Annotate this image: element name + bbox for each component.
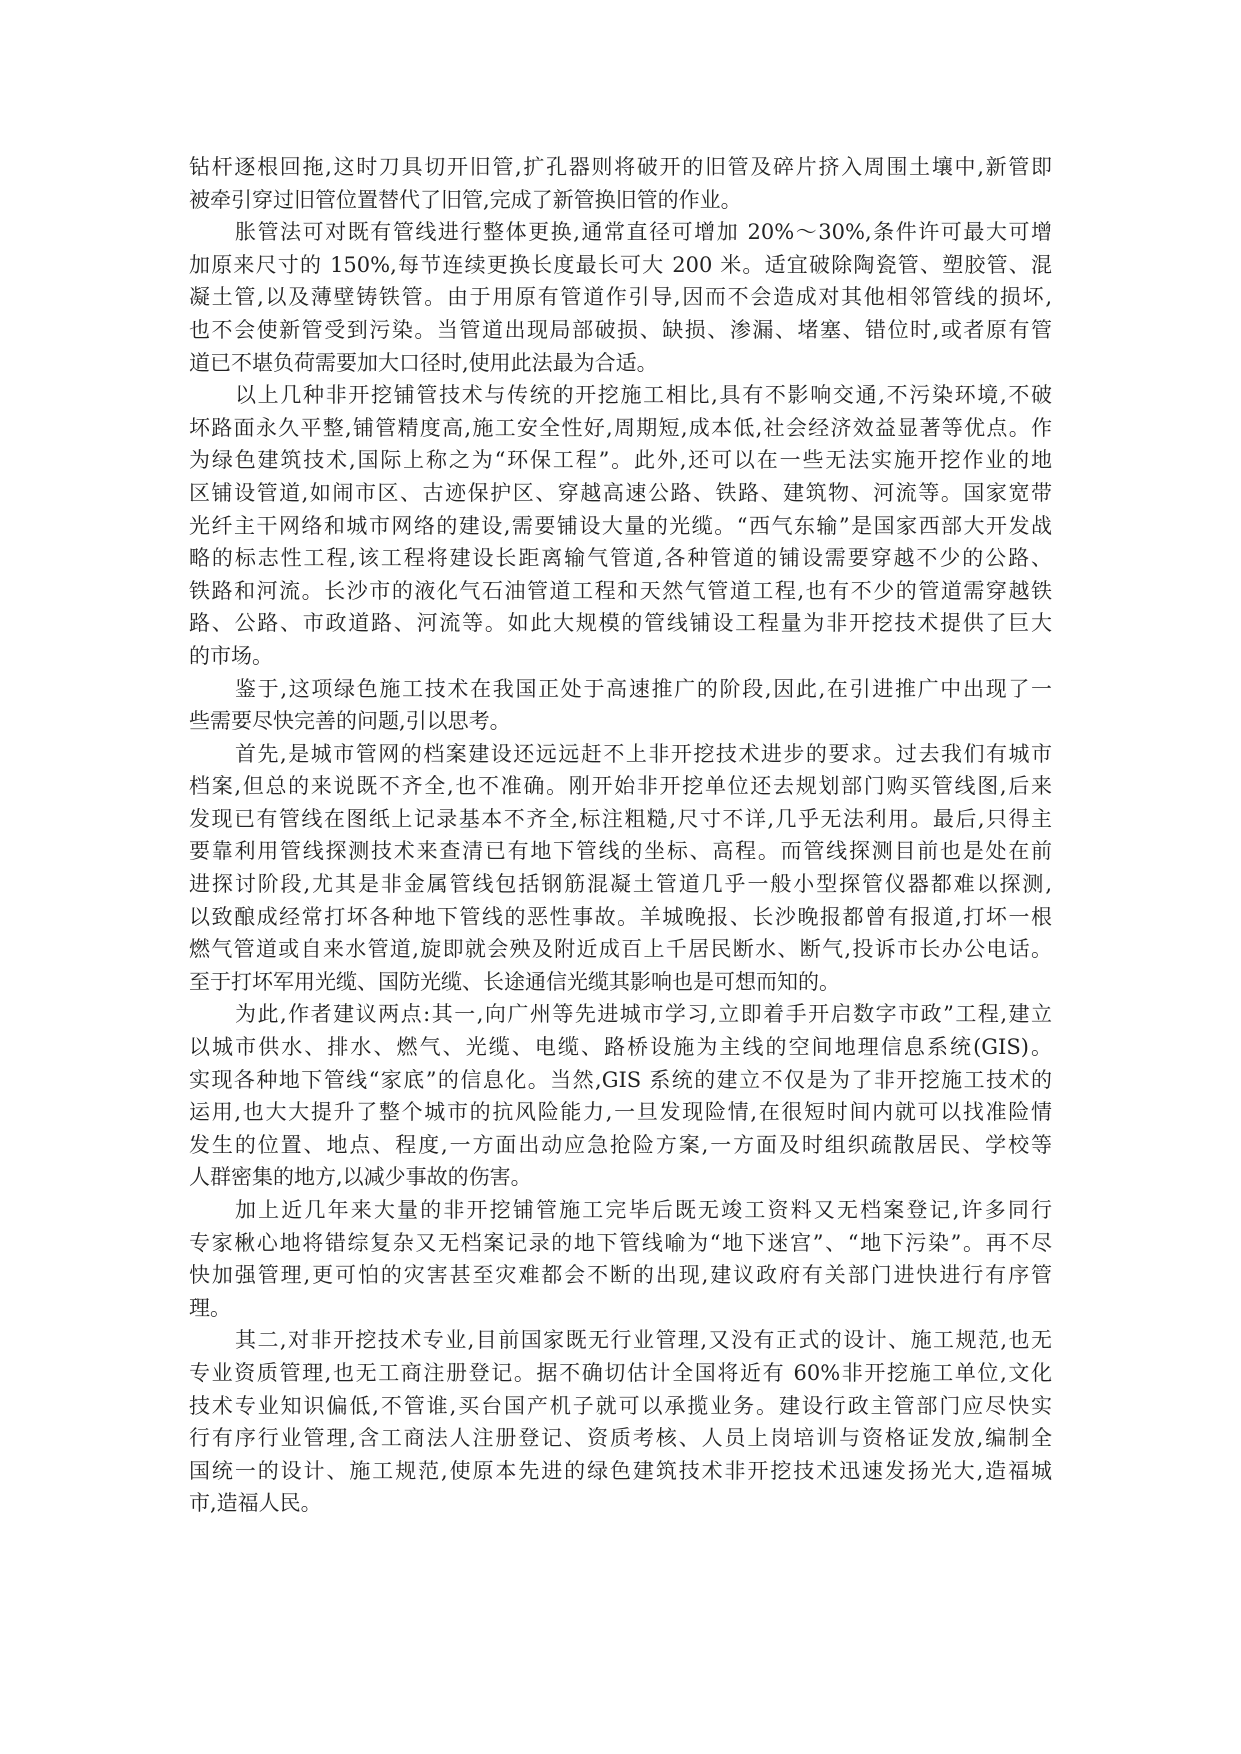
text-line: 加原来尺寸的 150%,每节连续更换长度最长可大 200 米。适宜破除陶瓷管、塑胶管、混	[189, 252, 1052, 277]
text-line: 市,造福人民。	[189, 1491, 322, 1516]
text-line: 技术专业知识偏低,不管谁,买台国产机子就可以承揽业务。建设行政主管部门应尽快实	[189, 1393, 1052, 1418]
text-line: 行有序行业管理,含工商法人注册登记、资质考核、人员上岗培训与资格证发放,编制全	[189, 1426, 1052, 1451]
paragraph	[189, 379, 1052, 672]
text-line: 以上几种非开挖铺管技术与传统的开挖施工相比,具有不影响交通,不污染环境,不破	[235, 383, 1052, 408]
text-line: 要靠利用管线探测技术来查清已有地下管线的坐标、高程。而管线探测目前也是处在前	[189, 839, 1052, 864]
text-line: 道已不堪负荷需要加大口径时,使用此法最为合适。	[189, 350, 658, 375]
text-line: 理。	[189, 1295, 231, 1320]
text-line: 区铺设管道,如闹市区、古迹保护区、穿越高速公路、铁路、建筑物、河流等。国家宽带	[189, 480, 1052, 505]
text-line: 的市场。	[189, 643, 273, 668]
paragraph	[189, 216, 1052, 379]
text-line: 被牵引穿过旧管位置替代了旧管,完成了新管换旧管的作业。	[189, 187, 742, 212]
paragraph	[189, 151, 1052, 216]
text-line: 凝土管,以及薄壁铸铁管。由于用原有管道作引导,因而不会造成对其他相邻管线的损坏,	[189, 285, 1052, 310]
text-line: 加上近几年来大量的非开挖铺管施工完毕后既无竣工资料又无档案登记,许多同行	[235, 1198, 1052, 1222]
text-line: 至于打坏军用光缆、国防光缆、长途通信光缆其影响也是可想而知的。	[189, 969, 840, 994]
text-line: 发现已有管线在图纸上记录基本不齐全,标注粗糙,尺寸不详,几乎无法利用。最后,只得主	[189, 806, 1052, 831]
text-line: 进探讨阶段,尤其是非金属管线包括钢筋混凝土管道几乎一般小型探管仪器都难以探测,	[189, 872, 1052, 897]
text-line: 以城市供水、排水、燃气、光缆、电缆、路桥设施为主线的空间地理信息系统(GIS)。	[189, 1035, 1052, 1060]
text-line: 发生的位置、地点、程度,一方面出动应急抢险方案,一方面及时组织疏散居民、学校等	[189, 1132, 1052, 1157]
paragraph	[189, 998, 1052, 1194]
text-line: 钻杆逐根回拖,这时刀具切开旧管,扩孔器则将破开的旧管及碎片挤入周围土壤中,新管即	[189, 155, 1052, 179]
text-line: 铁路和河流。长沙市的液化气石油管道工程和天然气管道工程,也有不少的管道需穿越铁	[189, 578, 1052, 603]
text-line: 坏路面永久平整,铺管精度高,施工安全性好,周期短,成本低,社会经济效益显著等优点。作	[189, 415, 1052, 440]
text-line: 快加强管理,更可怕的灾害甚至灾难都会不断的出现,建议政府有关部门进快进行有序管	[189, 1263, 1052, 1288]
text-line: 档案,但总的来说既不齐全,也不准确。刚开始非开挖单位还去规划部门购买管线图,后来	[189, 774, 1052, 799]
text-line: 燃气管道或自来水管道,旋即就会殃及附近成百上千居民断水、断气,投诉市长办公电话。	[189, 937, 1052, 962]
paragraph	[189, 738, 1052, 999]
text-line: 人群密集的地方,以减少事故的伤害。	[189, 1165, 532, 1190]
text-line: 鉴于,这项绿色施工技术在我国正处于高速推广的阶段,因此,在引进推广中出现了一	[235, 676, 1052, 701]
text-line: 胀管法可对既有管线进行整体更换,通常直径可增加 20%～30%,条件许可最大可增	[235, 220, 1052, 245]
text-line: 些需要尽快完善的问题,引以思考。	[189, 709, 511, 734]
text-line: 其二,对非开挖技术专业,目前国家既无行业管理,又没有正式的设计、施工规范,也无	[235, 1328, 1052, 1353]
paragraph	[189, 673, 1052, 738]
text-line: 首先,是城市管网的档案建设还远远赶不上非开挖技术进步的要求。过去我们有城市	[235, 741, 1052, 766]
text-line: 也不会使新管受到污染。当管道出现局部破损、缺损、渗漏、堵塞、错位时,或者原有管	[189, 317, 1052, 342]
text-line: 专业资质管理,也无工商注册登记。据不确切估计全国将近有 60%非开挖施工单位,文化	[189, 1360, 1052, 1385]
text-line: 路、公路、市政道路、河流等。如此大规模的管线铺设工程量为非开挖技术提供了巨大	[189, 611, 1052, 636]
paragraph	[189, 1194, 1052, 1324]
text-line: 实现各种地下管线“家底”的信息化。当然,GIS 系统的建立不仅是为了非开挖施工技术的	[189, 1067, 1052, 1092]
text-line: 为此,作者建议两点:其一,向广州等先进城市学习,立即着手开启数字市政”工程,建立	[235, 1002, 1052, 1027]
text-line: 略的标志性工程,该工程将建设长距离输气管道,各种管道的铺设需要穿越不少的公路、	[189, 546, 1052, 571]
text-line: 专家楸心地将错综复杂又无档案记录的地下管线喻为“地下迷宫”、“地下污染”。再不尽	[189, 1230, 1052, 1255]
text-line: 为绿色建筑技术,国际上称之为“环保工程”。此外,还可以在一些无法实施开挖作业的地	[189, 448, 1052, 473]
text-line: 光纤主干网络和城市网络的建设,需要铺设大量的光缆。“西气东输”是国家西部大开发战	[189, 513, 1052, 538]
text-line: 运用,也大大提升了整个城市的抗风险能力,一旦发现险情,在很短时间内就可以找准险情	[189, 1100, 1052, 1125]
text-line: 国统一的设计、施工规范,使原本先进的绿色建筑技术非开挖技术迅速发扬光大,造福城	[189, 1458, 1052, 1483]
document-body	[189, 151, 1052, 1520]
paragraph	[189, 1324, 1052, 1520]
text-line: 以致酿成经常打坏各种地下管线的恶性事故。羊城晚报、长沙晚报都曾有报道,打坏一根	[189, 904, 1052, 929]
